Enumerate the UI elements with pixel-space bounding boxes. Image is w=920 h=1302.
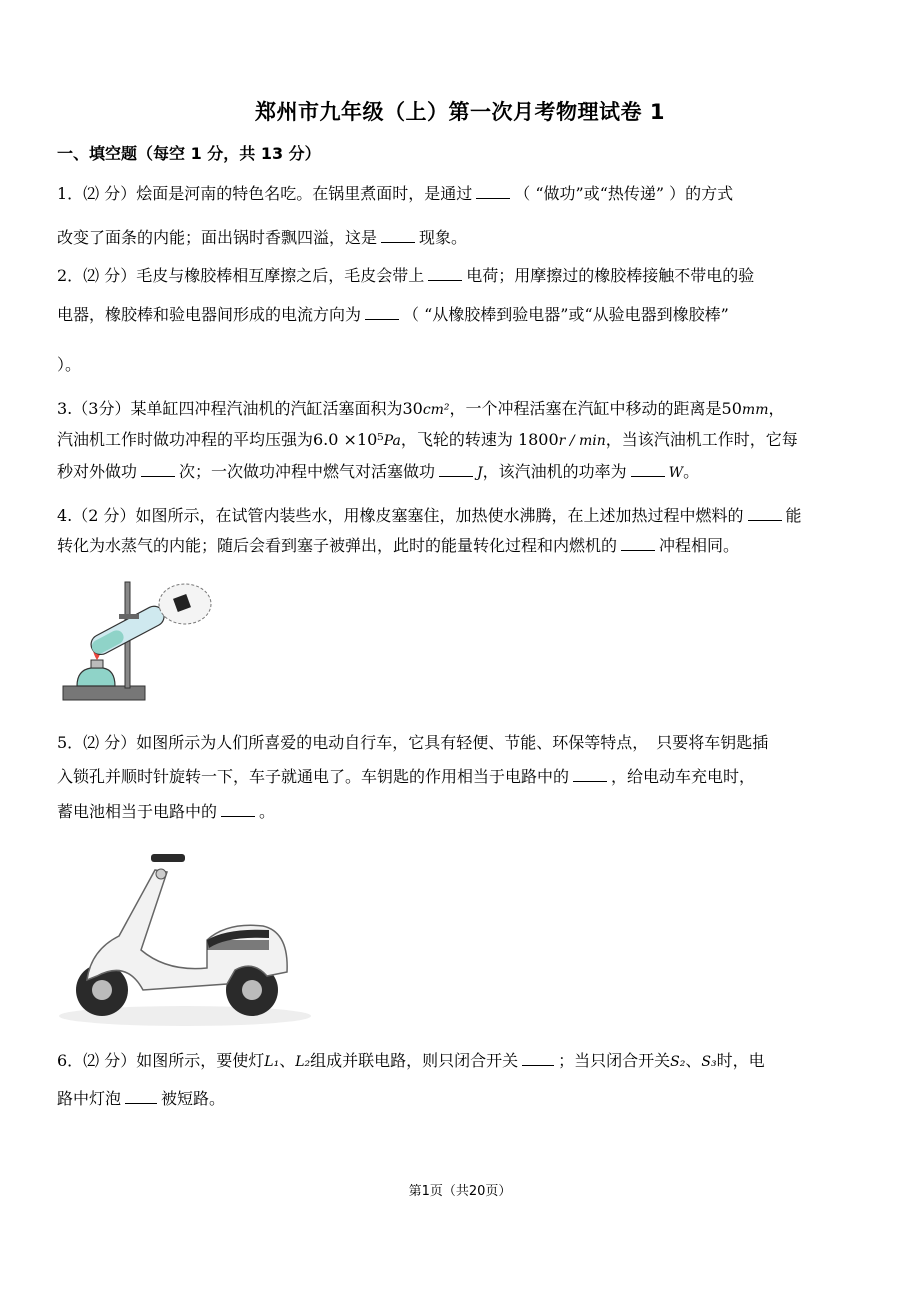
answer-blank[interactable]: [631, 462, 665, 477]
clamp: [119, 614, 139, 619]
page-footer: 第1页（共20页）: [408, 1184, 512, 1199]
electric-scooter-figure: [57, 840, 312, 1030]
q2-text: 电器，橡胶棒和验电器间形成的电流方向为: [57, 305, 362, 324]
lamp-neck: [91, 660, 103, 668]
q3-text: ，飞轮的转速为 1800: [400, 430, 559, 449]
q5-text: 。: [259, 802, 276, 821]
q6-text: 时，电: [716, 1051, 765, 1070]
q3-text: ，当该汽油机工作时，它每: [605, 430, 798, 449]
question-3-line-3: [57, 459, 699, 482]
q2-text: 2．⑵ 分）毛皮与橡胶棒相互摩擦之后，毛皮会带上: [57, 266, 425, 285]
q4-text: 转化为水蒸气的内能；随后会看到塞子被弹出，此时的能量转化过程和内燃机的: [57, 536, 618, 555]
q6-text: ；当只闭合开关: [558, 1051, 671, 1070]
q2-text: （ “从橡胶棒到验电器”或“从验电器到橡胶棒”: [403, 305, 729, 324]
question-5-line-3: [57, 799, 275, 822]
answer-blank[interactable]: [476, 184, 510, 199]
answer-blank[interactable]: [428, 266, 462, 281]
q1-text: （ “做功”或“热传递” ）的方式: [514, 184, 734, 203]
q6-text: 被短路。: [161, 1089, 226, 1108]
question-4-line-2: [57, 533, 739, 556]
q6-text: 6．⑵ 分）如图所示，要使灯: [57, 1051, 265, 1070]
question-6-line-1: [57, 1048, 765, 1071]
answer-blank[interactable]: [365, 305, 399, 320]
side-panel: [207, 940, 269, 950]
unit-j: J: [477, 465, 483, 481]
test-tube-apparatus-figure: [57, 578, 217, 710]
answer-blank[interactable]: [125, 1089, 157, 1104]
q4-text: 4.（2 分）如图所示，在试管内装些水，用橡皮塞塞住，加热使水沸腾，在上述加热过程中燃料的: [57, 506, 744, 525]
q3-text: ，该汽油机的功率为: [482, 462, 627, 481]
question-1-line-1: [57, 181, 733, 204]
section-heading: 一、填空题（每空 1 分，共 13 分）: [57, 144, 321, 163]
question-3-line-1: [57, 396, 785, 419]
unit-rpm: r / min: [558, 433, 606, 449]
question-6-line-2: [57, 1086, 225, 1109]
q3-text: 秒对外做功: [57, 462, 138, 481]
question-1-line-2: [57, 225, 467, 248]
q4-text: 冲程相同。: [659, 536, 740, 555]
q6-text: 路中灯泡: [57, 1089, 122, 1108]
q5-text: ，给电动车充电时，: [611, 767, 756, 786]
q6-text: 组成并联电路，则只闭合开关: [310, 1051, 519, 1070]
q1-text: 1．⑵ 分）烩面是河南的特色名吃。在锅里煮面时，是通过: [57, 184, 473, 203]
answer-blank[interactable]: [522, 1051, 554, 1066]
lamp-l1: L₁: [264, 1054, 280, 1070]
question-4-line-1: [57, 503, 802, 526]
q3-text: 汽油机工作时做功冲程的平均压强为6.0 ×10⁵: [57, 430, 384, 449]
answer-blank[interactable]: [621, 536, 655, 551]
q2-text: 电荷；用摩擦过的橡胶棒接触不带电的验: [466, 266, 755, 285]
question-5-line-1: 5．⑵ 分）如图所示为人们所喜爱的电动自行车，它具有轻便、节能、环保等特点， 只要将车钥匙插: [57, 733, 769, 752]
answer-blank[interactable]: [141, 462, 175, 477]
q3-text: 次；一次做功冲程中燃气对活塞做功: [179, 462, 436, 481]
question-2-line-1: [57, 263, 754, 286]
answer-blank[interactable]: [573, 767, 607, 782]
unit-w: W: [668, 465, 684, 481]
rear-hub: [242, 980, 262, 1000]
question-2-line-2: [57, 302, 729, 325]
front-hub: [92, 980, 112, 1000]
question-3-line-2: [57, 427, 798, 450]
q6-text: 、: [685, 1051, 702, 1070]
q4-text: 能: [785, 506, 802, 525]
headlight: [156, 869, 166, 879]
question-2-line-3: ）。: [57, 355, 82, 374]
page-title: 郑州市九年级（上）第一次月考物理试卷 1: [255, 100, 665, 124]
q1-text: 现象。: [419, 228, 468, 247]
switch-s2: S₂: [670, 1054, 686, 1070]
answer-blank[interactable]: [439, 462, 473, 477]
q6-text: 、: [279, 1051, 296, 1070]
q5-text: 蓄电池相当于电路中的: [57, 802, 218, 821]
switch-s3: S₃: [701, 1054, 717, 1070]
q3-text: 。: [683, 462, 700, 481]
q3-text: ，: [768, 399, 785, 418]
lamp-l2: L₂: [295, 1054, 311, 1070]
stand-base: [63, 686, 145, 700]
q3-text: ，一个冲程活塞在汽缸中移动的距离是50: [449, 399, 742, 418]
q5-text: 入锁孔并顺时针旋转一下，车子就通电了。车钥匙的作用相当于电路中的: [57, 767, 570, 786]
unit-mm: mm: [741, 402, 769, 418]
answer-blank[interactable]: [381, 228, 415, 243]
answer-blank[interactable]: [748, 506, 782, 521]
alcohol-lamp: [77, 668, 115, 686]
q3-text: 3.（3分）某单缸四冲程汽油机的汽缸活塞面积为30: [57, 399, 423, 418]
handlebar: [151, 854, 185, 862]
unit-pa: Pa: [383, 433, 401, 449]
q1-text: 改变了面条的内能；面出锅时香飘四溢，这是: [57, 228, 378, 247]
unit-cm2: cm²: [422, 402, 450, 418]
answer-blank[interactable]: [221, 802, 255, 817]
question-5-line-2: [57, 764, 755, 787]
